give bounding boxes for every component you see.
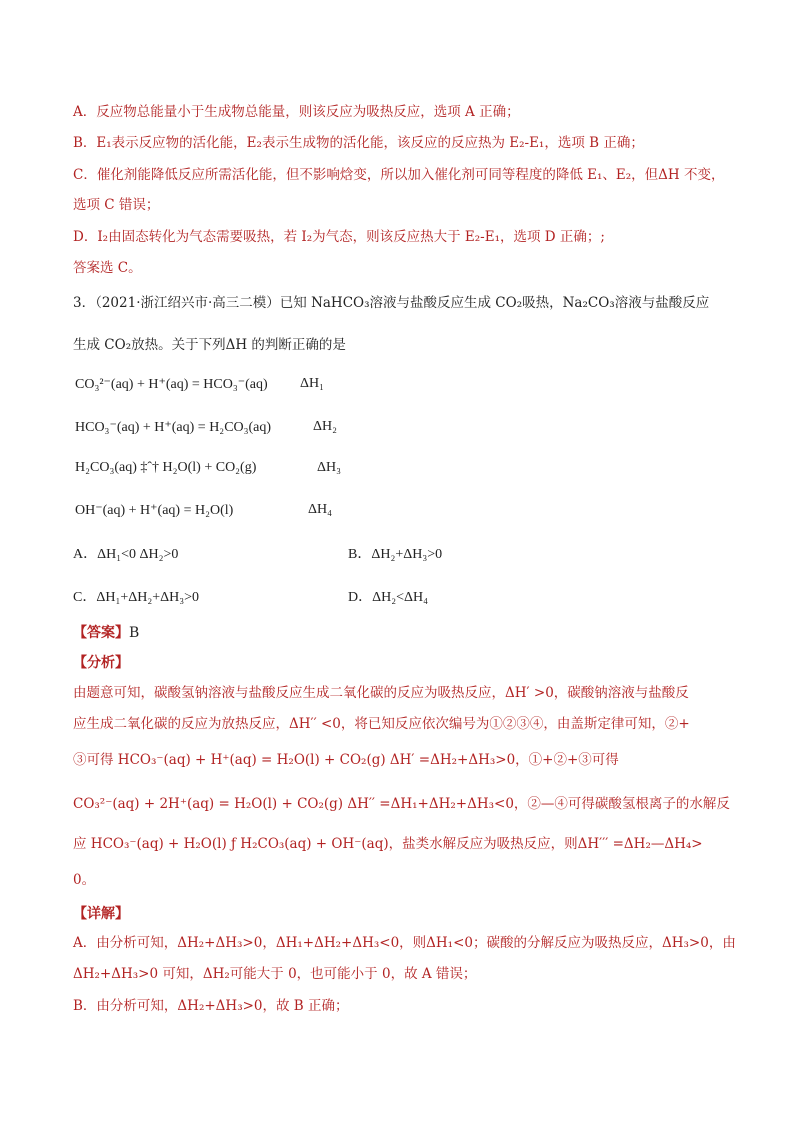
equation-4-dh: ΔH₄ bbox=[308, 502, 332, 517]
question-stem-line1: 3．（2021·浙江绍兴市·高三二模）已知 NaHCO₃溶液与盐酸反应生成 CO₂吸热，Na₂CO₃溶液与盐酸反应 bbox=[73, 295, 710, 311]
analysis-line4: CO₃²⁻(aq) + 2H⁺(aq) = H₂O(l) + CO₂(g) ΔH′′ =ΔH₁+ΔH₂+ΔH₃<0，②—④可得碳酸氢根离子的水解反 bbox=[73, 796, 730, 812]
detail-label: 【详解】 bbox=[73, 906, 129, 922]
analysis-line6: 0。 bbox=[73, 872, 96, 888]
analysis-line5: 应 HCO₃⁻(aq) + H₂O(l) ƒ H₂CO₃(aq) + OH⁻(aq)，盐类水解反应为吸热反应，则ΔH′′′ =ΔH₂—ΔH₄> bbox=[73, 836, 703, 852]
answer-section bbox=[73, 622, 139, 642]
sol2-option-c-line2: 选项 C 错误； bbox=[73, 197, 160, 213]
equation-1-dh: ΔH₁ bbox=[300, 376, 324, 391]
question-stem-line2: 生成 CO₂放热。关于下列ΔH 的判断正确的是 bbox=[73, 337, 346, 353]
sol2-option-c-line1: C．催化剂能降低反应所需活化能，但不影响焓变，所以加入催化剂可同等程度的降低 E₁、E₂，但ΔH 不变， bbox=[73, 167, 725, 183]
detail-line1: A．由分析可知，ΔH₂+ΔH₃>0，ΔH₁+ΔH₂+ΔH₃<0，则ΔH₁<0；碳酸的分解反应为吸热反应，ΔH₃>0，由 bbox=[73, 935, 736, 951]
equation-2-dh: ΔH₂ bbox=[313, 419, 337, 434]
sol2-option-b: B．E₁表示反应物的活化能，E₂表示生成物的活化能，该反应的反应热为 E₂-E₁，选项 B 正确； bbox=[73, 135, 644, 151]
analysis-line3: ③可得 HCO₃⁻(aq) + H⁺(aq) = H₂O(l) + CO₂(g) ΔH′ =ΔH₂+ΔH₃>0，①+②+③可得 bbox=[73, 752, 619, 768]
detail-line2: ΔH₂+ΔH₃>0 可知，ΔH₂可能大于 0，也可能小于 0，故 A 错误； bbox=[73, 966, 477, 982]
sol2-answer: 答案选 C。 bbox=[73, 260, 142, 276]
answer-value: B bbox=[129, 625, 140, 641]
option-c: C．ΔH₁+ΔH₂+ΔH₃>0 bbox=[73, 590, 200, 605]
analysis-label: 【分析】 bbox=[73, 655, 129, 671]
detail-line3: B．由分析可知，ΔH₂+ΔH₃>0，故 B 正确； bbox=[73, 998, 349, 1014]
equation-3: H₂CO₃(aq) ‡ˆ† H₂O(l) + CO₂(g) bbox=[75, 460, 257, 475]
analysis-line1: 由题意可知，碳酸氢钠溶液与盐酸反应生成二氧化碳的反应为吸热反应，ΔH′ >0，碳酸钠溶液与盐酸反 bbox=[73, 685, 689, 701]
analysis-line2: 应生成二氧化碳的反应为放热反应，ΔH′′ <0，将已知反应依次编号为①②③④，由盖斯定律可知，②+ bbox=[73, 716, 690, 732]
option-a: A．ΔH₁<0 ΔH₂>0 bbox=[73, 547, 179, 562]
equation-4: OH⁻(aq) + H⁺(aq) = H₂O(l) bbox=[75, 503, 234, 518]
sol2-option-a: A．反应物总能量小于生成物总能量，则该反应为吸热反应，选项 A 正确； bbox=[73, 104, 520, 120]
equation-2: HCO₃⁻(aq) + H⁺(aq) = H₂CO₃(aq) bbox=[75, 420, 272, 435]
answer-label: 【答案】 bbox=[73, 625, 129, 641]
equation-3-dh: ΔH₃ bbox=[317, 460, 341, 475]
option-d: D．ΔH₂<ΔH₄ bbox=[348, 590, 428, 605]
sol2-option-d: D．I₂由固态转化为气态需要吸热，若 I₂为气态，则该反应热大于 E₂-E₁，选项 D 正确；; bbox=[73, 229, 605, 245]
equation-1: CO₃²⁻(aq) + H⁺(aq) = HCO₃⁻(aq) bbox=[75, 377, 268, 392]
option-b: B．ΔH₂+ΔH₃>0 bbox=[348, 547, 443, 562]
